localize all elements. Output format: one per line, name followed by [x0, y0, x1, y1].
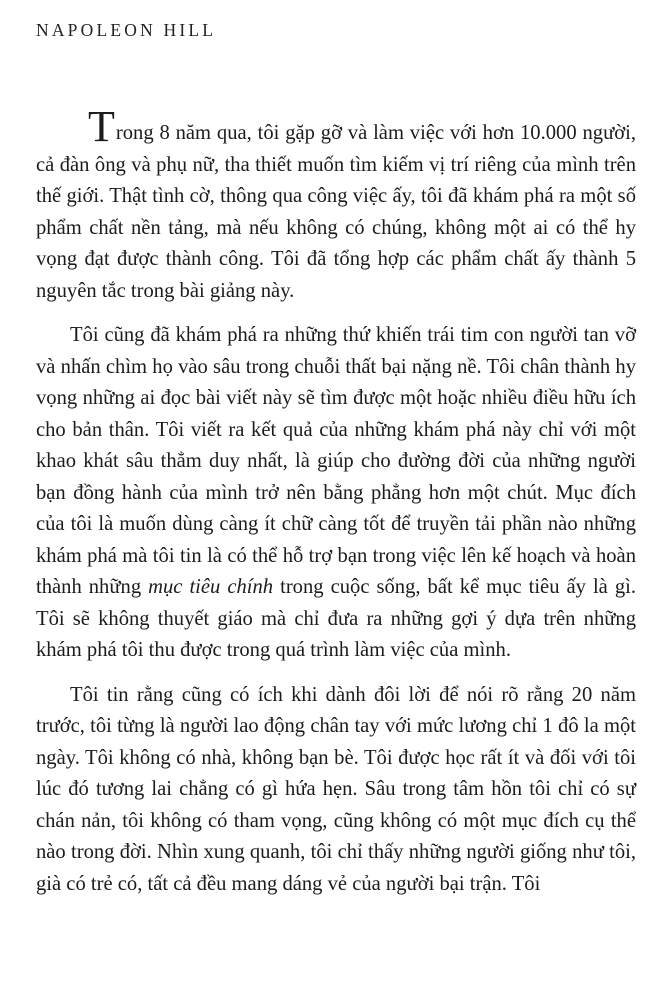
paragraph-1	[36, 102, 636, 307]
paragraph-2	[36, 320, 636, 667]
paragraph-3	[36, 680, 636, 901]
paragraph-2-text-after: trong cuộc sống, bất kể mục tiêu ấy là gì. Tôi sẽ không thuyết giáo mà chỉ đưa ra những gợi ý dựa trên những khám phá tôi thu được trong quá trình làm việc của mình.	[36, 576, 636, 661]
running-header: NAPOLEON HILL	[36, 20, 217, 40]
paragraph-3-text: Tôi tin rằng cũng có ích khi dành đôi lời để nói rõ rằng 20 năm trước, tôi từng là người lao động chân tay với mức lương chỉ 1 đô la một ngày. Tôi không có nhà, không bạn bè. Tôi được học rất ít và đối với tôi lúc đó tương lai chẳng có gì hứa hẹn. Sâu trong tâm hồn tôi chỉ có sự chán nản, tôi không có tham vọng, cũng không có một mục đích cụ thể nào trong đời. Nhìn xung quanh, tôi chỉ thấy những người giống như tôi, già có trẻ có, tất cả đều mang dáng vẻ của người bại trận. Tôi	[36, 683, 636, 895]
paragraph-2-text-before: Tôi cũng đã khám phá ra những thứ khiến trái tim con người tan vỡ và nhấn chìm họ vào sâu trong chuỗi thất bại nặng nề. Tôi chân thành hy vọng những ai đọc bài viết này sẽ tìm được một hoặc nhiều điều hữu ích cho bản thân. Tôi viết ra kết quả của những khám phá này chỉ với một khao khát sâu thẳm duy nhất, là giúp cho đường đời của những người bạn đồng hành của mình trở nên bằng phẳng hơn một chút. Mục đích của tôi là muốn dùng càng ít chữ càng tốt để truyền tải phần nào những khám phá mà tôi tin là có thể hỗ trợ bạn trong việc lên kế hoạch và hoàn thành những	[36, 324, 636, 598]
body-text	[36, 102, 636, 900]
drop-cap: T	[88, 102, 115, 151]
paragraph-1-text: rong 8 năm qua, tôi gặp gỡ và làm việc với hơn 10.000 người, cả đàn ông và phụ nữ, tha thiết muốn tìm kiếm vị trí riêng của mình trên thế giới. Thật tình cờ, thông qua công việc ấy, tôi đã khám phá ra một số phẩm chất nền tảng, mà nếu không có chúng, không một ai có thể hy vọng đạt được thành công. Tôi đã tổng hợp các phẩm chất ấy thành 5 nguyên tắc trong bài giảng này.	[36, 122, 636, 302]
emphasized-phrase: mục tiêu chính	[148, 576, 274, 598]
